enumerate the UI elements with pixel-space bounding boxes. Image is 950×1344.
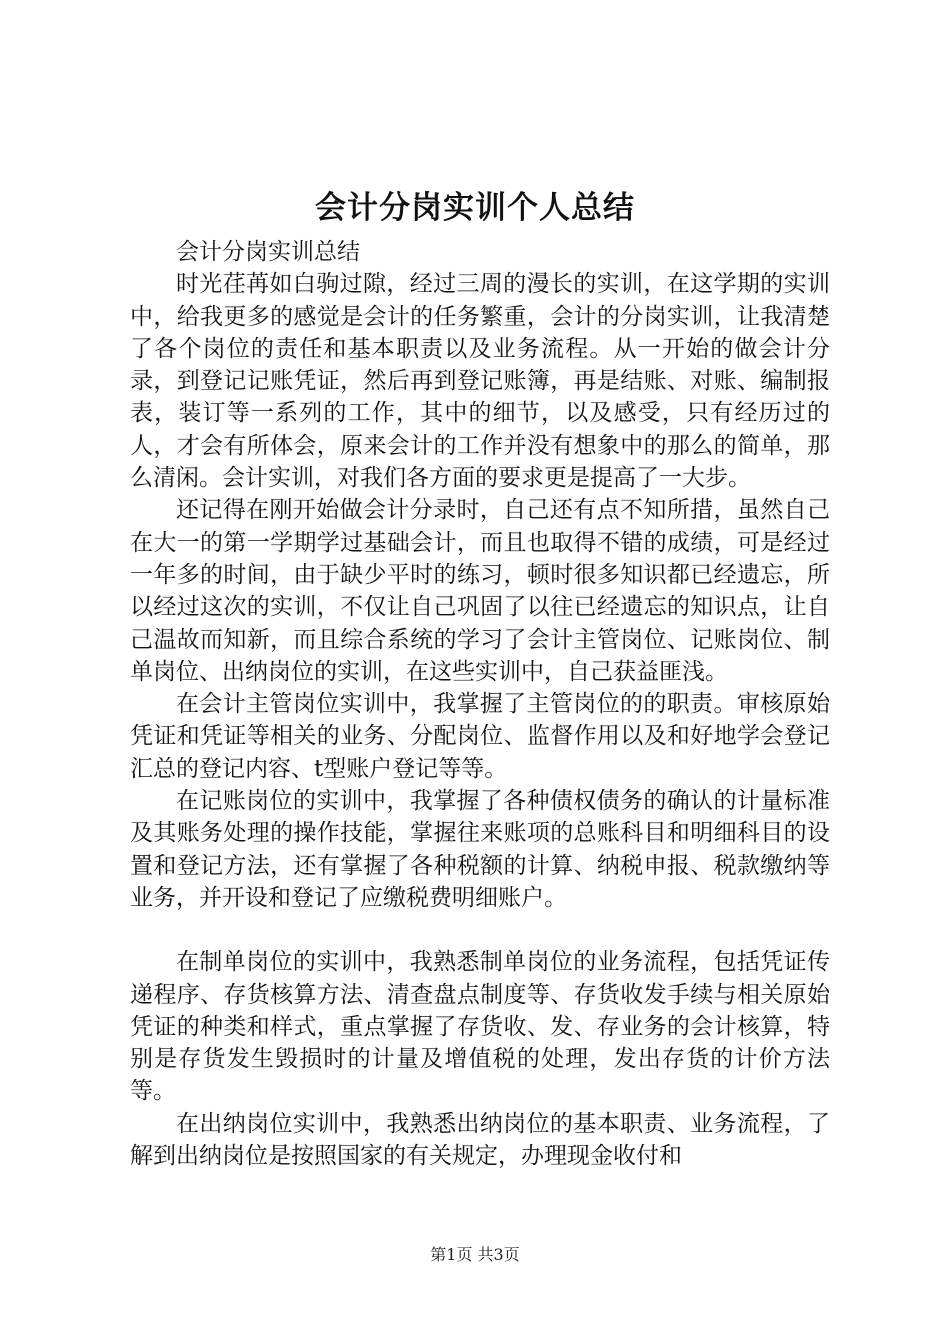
document-body	[130, 236, 830, 1172]
page-footer: 第1页 共3页	[430, 1245, 520, 1264]
paragraph-bookkeeping: 在记账岗位的实训中，我掌握了各种债权债务的确认的计量标准及其账务处理的操作技能，掌握往来账项的总账科目和明细科目的设置和登记方法，还有掌握了各种税额的计算、纳税申报、税款缴纳等业务，并开设和登记了应缴税费明细账户。	[130, 788, 830, 911]
paragraph-voucher: 在制单岗位的实训中，我熟悉制单岗位的业务流程，包括凭证传递程序、存货核算方法、清查盘点制度等、存货收发手续与相关原始凭证的种类和样式，重点掌握了存货收、发、存业务的会计核算，特别是存货发生毁损时的计量及增值税的处理，发出存货的计价方法等。	[130, 949, 830, 1105]
paragraph-recall: 还记得在刚开始做会计分录时，自己还有点不知所措，虽然自己在大一的第一学期学过基础会计，而且也取得不错的成绩，可是经过一年多的时间，由于缺少平时的练习，顿时很多知识都已经遗忘，所以经过这次的实训，不仅让自己巩固了以往已经遗忘的知识点，让自己温故而知新，而且综合系统的学习了会计主管岗位、记账岗位、制单岗位、出纳岗位的实训，在这些实训中，自己获益匪浅。	[130, 497, 830, 685]
section-heading: 会计分岗实训总结	[176, 239, 360, 265]
paragraph-cashier: 在出纳岗位实训中，我熟悉出纳岗位的基本职责、业务流程，了解到出纳岗位是按照国家的有关规定，办理现金收付和	[130, 1110, 830, 1170]
document-title: 会计分岗实训个人总结	[315, 190, 635, 226]
paragraph-supervisor: 在会计主管岗位实训中，我掌握了主管岗位的的职责。审核原始凭证和凭证等相关的业务、分配岗位、监督作用以及和好地学会登记汇总的登记内容、t型账户登记等等。	[130, 691, 830, 782]
paragraph-intro: 时光荏苒如白驹过隙，经过三周的漫长的实训，在这学期的实训中，给我更多的感觉是会计的任务繁重，会计的分岗实训，让我清楚了各个岗位的责任和基本职责以及业务流程。从一开始的做会计分录，到登记记账凭证，然后再到登记账簿，再是结账、对账、编制报表，装订等一系列的工作，其中的细节，以及感受，只有经历过的人，才会有所体会，原来会计的工作并没有想象中的那么的简单，那么清闲。会计实训，对我们各方面的要求更是提高了一大步。	[130, 271, 830, 492]
